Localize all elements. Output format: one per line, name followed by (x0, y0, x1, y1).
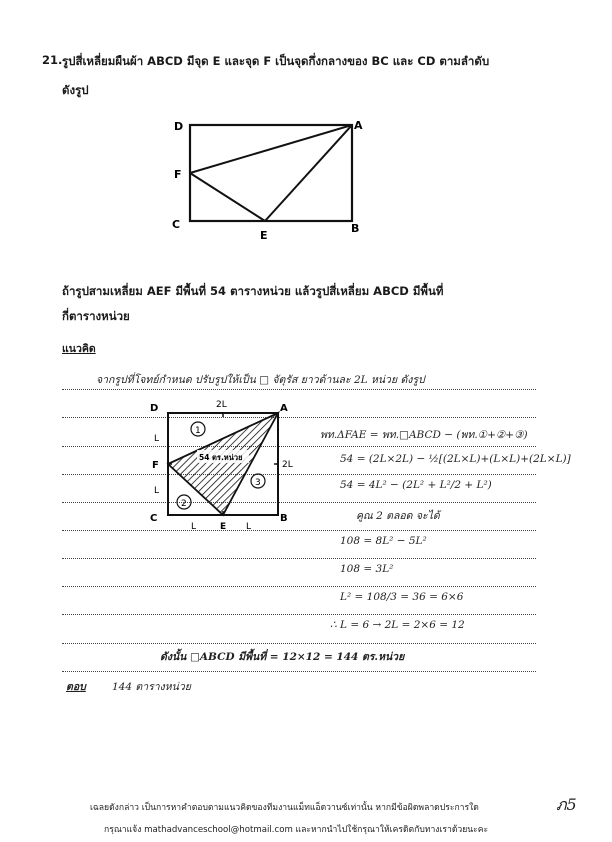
answer-label: ตอบ (66, 681, 86, 693)
answer-value: 144 ตารางหน่วย (112, 681, 191, 693)
question-line-2: ดังรูป (62, 83, 89, 97)
square-figure (146, 395, 306, 537)
label-e: E (260, 229, 268, 242)
label-a: A (354, 119, 363, 132)
ruled-line (62, 558, 536, 559)
ruled-line (62, 671, 536, 672)
work-line: 108 = 8L² − 5L² (340, 535, 427, 547)
work-line: ∴ L = 6 → 2L = 2×6 = 12 (330, 619, 465, 631)
segment-fe (190, 173, 265, 221)
work-line: 108 = 3L² (340, 563, 394, 575)
label-bottom-right: L (246, 522, 252, 532)
rectangle-abcd (190, 125, 352, 221)
label-c: C (150, 513, 158, 524)
label-bottom-left: L (191, 522, 197, 532)
work-line: พท.ΔFAE = พท.□ABCD − (พท.①+②+③) (320, 429, 528, 441)
work-line: 54 = (2L×2L) − ½[(2L×L)+(L×L)+(2L×L)] (340, 453, 571, 465)
conclusion: ดังนั้น □ABCD มีพื้นที่ = 12×12 = 144 ตร.หน่วย (160, 651, 405, 663)
region-3-label: 3 (255, 478, 261, 488)
solution-heading: แนวคิด (62, 343, 96, 355)
label-left-lower: L (154, 486, 160, 496)
region-2-label: 2 (181, 499, 187, 509)
label-top-side: 2L (216, 400, 227, 410)
label-a: A (280, 403, 288, 414)
label-c: C (172, 218, 181, 231)
label-f: F (174, 168, 182, 181)
label-b: B (280, 513, 288, 524)
work-line: 54 = 4L² − (2L² + L²/2 + L²) (340, 479, 492, 491)
ruled-line (62, 643, 536, 644)
work-line: L² = 108/3 = 36 = 6×6 (340, 591, 464, 603)
label-d: D (174, 120, 184, 133)
region-1-label: 1 (195, 426, 201, 436)
footer-line-2: กรุณาแจ้ง mathadvanceschool@hotmail.com และหากนำไปใช้กรุณาให้เครดิตกับทางเราด้วยนะคะ (104, 825, 489, 835)
label-right-side: 2L (282, 460, 293, 470)
question-line-1: รูปสี่เหลี่ยมผืนผ้า ABCD มีจุด E และจุด F เป็นจุดกึ่งกลางของ BC และ CD ตามลำดับ (62, 54, 490, 68)
ruled-line (62, 614, 536, 615)
label-b: B (351, 222, 360, 235)
work-line: คูณ 2 ตลอด จะได้ (356, 510, 440, 522)
segment-fa (190, 125, 352, 173)
segment-ae (265, 125, 352, 221)
shaded-area-label: 54 ตร.หน่วย (199, 453, 243, 462)
rectangle-figure (168, 115, 368, 245)
label-e: E (220, 522, 227, 532)
label-d: D (150, 403, 159, 414)
footer-line-1: เฉลยดังกล่าว เป็นการหาคำตอบตามแนวคิดของทีมงานแม็ทแอ็ดวานซ์เท่านั้น หากมีข้อผิดพลาดประการใด (90, 803, 479, 813)
question-line-3: ถ้ารูปสามเหลี่ยม AEF มีพื้นที่ 54 ตารางหน่วย แล้วรูปสี่เหลี่ยม ABCD มีพื้นที่ (62, 284, 444, 298)
ruled-line (62, 586, 536, 587)
question-line-4: กี่ตารางหน่วย (62, 309, 130, 323)
label-left-upper: L (154, 434, 160, 444)
ruled-line (62, 389, 536, 390)
label-f: F (152, 460, 159, 471)
handwritten-initials: ภ5 (556, 795, 577, 814)
question-number: 21. (42, 53, 63, 67)
solution-intro: จากรูปที่โจทย์กำหนด ปรับรูปให้เป็น □ จัตุรัส ยาวด้านละ 2L หน่วย ดังรูป (96, 374, 425, 386)
